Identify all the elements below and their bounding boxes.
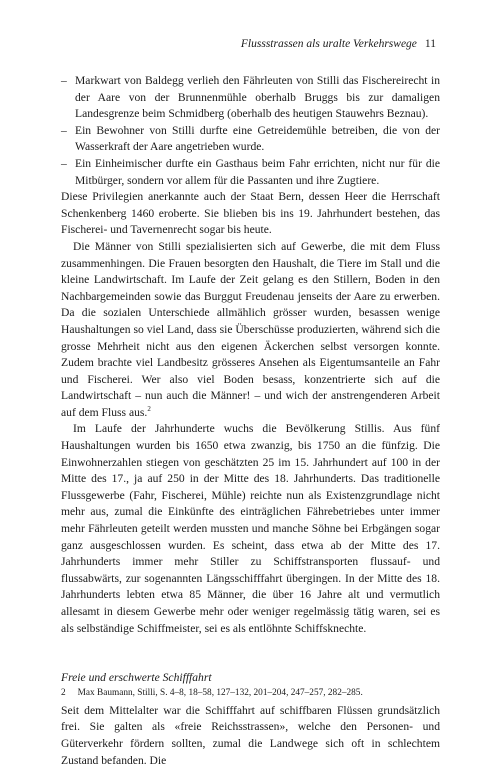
running-title: Flussstrassen als uralte Verkehrswege [240,38,417,50]
privilege-list [61,73,440,189]
paragraph: Diese Privilegien anerkannte auch der Staat Bern, dessen Heer die Herrschaft Schenkenberg 1460 eroberte. Sie blieben bis ins 19. Jahrhundert bestehen, das Fischerei- und Tavernenrecht sogar bis heute. [61,190,440,237]
footnote-text: Max Baumann, Stilli, S. 4–8, 18–58, 127–132, 201–204, 247–257, 282–285. [77,688,363,698]
paragraph: Seit dem Mittelalter war die Schifffahrt auf schiffbaren Flüssen grundsätzlich frei. Sie galten als «freie Reichsstrassen», welche den Personen- und Güterverkehr fördern sollten, zumal die Landwege sich oft in schlechtem Zustand befanden. Die [61,703,440,767]
main-text [61,73,440,769]
page-number: 11 [424,38,436,50]
footnote-number: 2 [61,688,66,698]
running-header [241,38,436,50]
list-item: – Ein Einheimischer durfte ein Gasthaus beim Fahr errichten, nicht nur für die Mitbürger, sondern vor allem für die Passanten und ihre Zugtiere. [61,156,440,189]
section-heading: Freie und erschwerte Schifffahrt [61,671,212,685]
footnote-reference[interactable]: 2 [147,405,151,414]
list-item: – Markwart von Baldegg verlieh den Fährleuten von Stilli das Fischereirecht in der Aare von der Brunnenmühle oberhalb Bruggs bis zur damaligen Landesgrenze beim Schmidberg (oberhalb des heutigen Stauwehrs Beznau). [61,73,440,123]
footnote [61,687,440,699]
paragraph: Im Laufe der Jahrhunderte wuchs die Bevölkerung Stillis. Aus fünf Haushaltungen wurden bis 1650 etwa zwanzig, bis 1750 an die fünfzig. Die Einwohnerzahlen stiegen von geschätzten 25 im 15. Jahrhundert auf 100 in der Mitte des 17., ja auf 250 in der Mitte des 18. Jahrhunderts. Das traditionelle Flussgewerbe (Fahr, Fischerei, Mühle) reichte nun als Existenzgrundlage nicht mehr aus, zumal die Einkünfte des einträglichen Fährebetriebes unter immer mehr Fährleuten geteilt werden mussten und manche Söhne bei Erbgängen sogar ganz ausgeschlossen wurden. Es scheint, dass etwa ab der Mitte des 17. Jahrhunderts immer mehr Stiller zu Schiffstransporten flussauf- und flussabwärts, zur sogenannten Längsschifffahrt übergingen. In der Mitte des 18. Jahrhunderts lebten etwa 85 Männer, die über 16 Jahre alt und vermutlich allesamt in diesem Gewerbe mehr oder weniger regelmässig tätig waren, sei es als selbständige Schiffmeister, sei es als entlöhnte Schiffsknechte. [61,422,440,635]
paragraph-text: Die Männer von Stilli spezialisierten sich auf Gewerbe, die mit dem Fluss zusammenhingen. Die Frauen besorgten den Haushalt, die Tiere im Stall und die kleine Landwirtschaft. Im Laufe der Zeit gelang es den Stillern, Boden in den Nachbargemeinden sowie das Burggut Freudenau jenseits der Aare zu erwerben. Da die sozialen Unterschiede allmählich grösser wurden, besassen wenige Haushaltungen so viel Land, dass sie Überschüsse produzierten, während sich die grosse Mehrheit nicht aus den eigenen Äckerchen selbst versorgen konnte. Zudem brachte viel Landbesitz grösseres Ansehen als Eigentumsanteile an Fahr und Fischerei. Wer also viel Boden besass, konzentrierte sich auf die Landwirtschaft – nun auch die Männer! – und wich der anstrengenderen Arbeit auf dem Fluss aus. [61,239,440,419]
list-item: – Ein Bewohner von Stilli durfte eine Getreidemühle betreiben, die von der Wasserkraft der Aare angetrieben wurde. [61,123,440,156]
paragraph [61,239,440,422]
